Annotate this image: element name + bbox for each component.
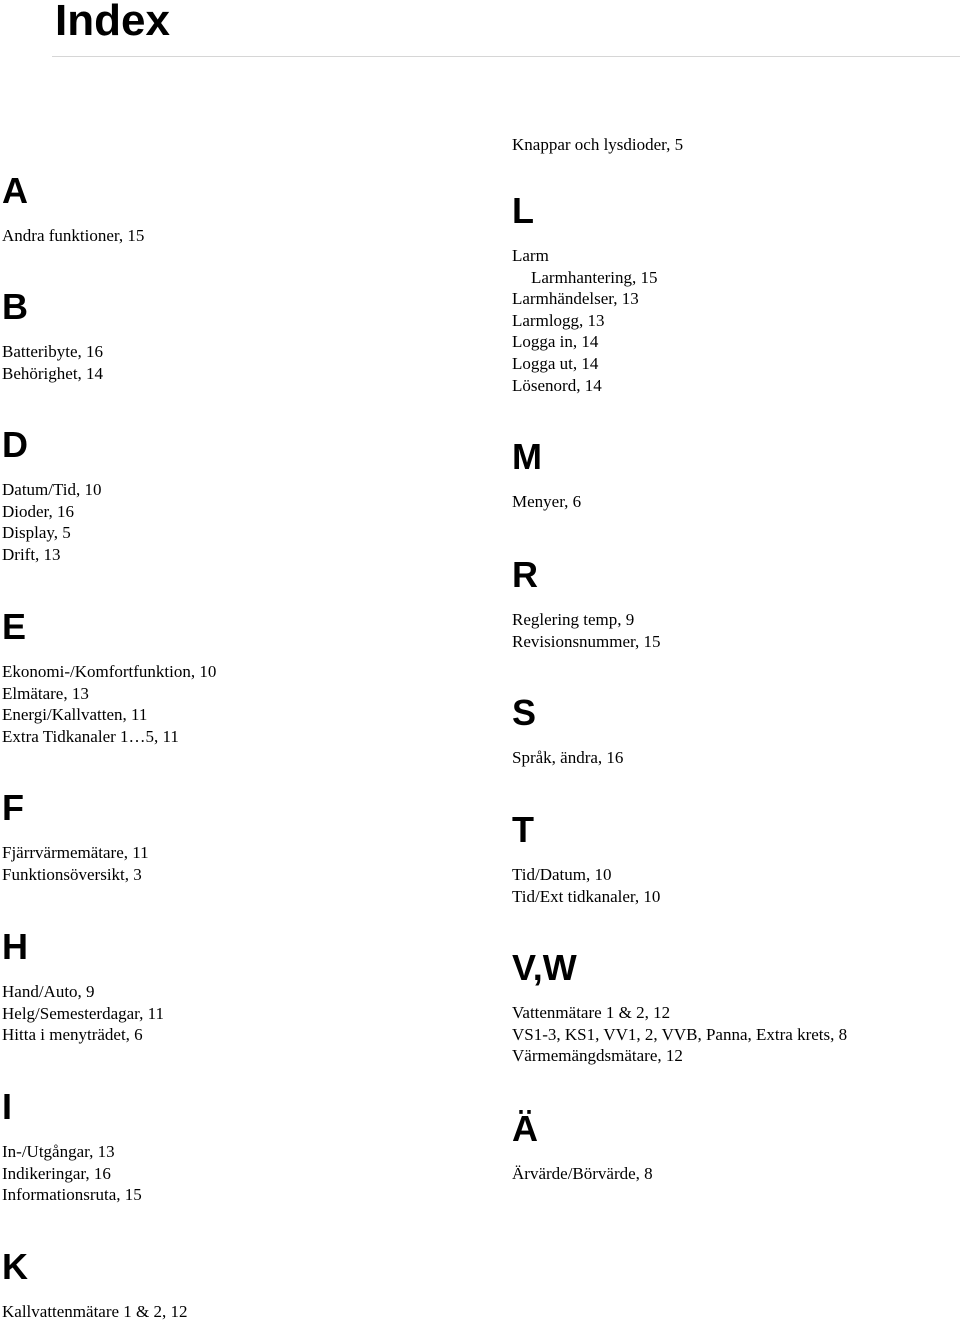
index-entry: Extra Tidkanaler 1…5, 11 bbox=[2, 726, 179, 746]
index-entry: VS1-3, KS1, VV1, 2, VVB, Panna, Extra krets, 8 bbox=[512, 1024, 848, 1044]
index-section-l bbox=[512, 191, 960, 396]
section-letter: D bbox=[2, 424, 28, 465]
index-section-r bbox=[512, 555, 960, 652]
index-entry: Språk, ändra, 16 bbox=[512, 748, 624, 767]
index-entry: Tid/Datum, 10 bbox=[512, 865, 612, 884]
index-entry: Larmlogg, 13 bbox=[512, 310, 605, 330]
section-letter: A bbox=[2, 170, 28, 211]
section-letter: K bbox=[2, 1246, 28, 1287]
index-entry: Logga in, 14 bbox=[512, 332, 599, 352]
index-entry: Dioder, 16 bbox=[2, 501, 75, 521]
index-entry: Larmhändelser, 13 bbox=[512, 289, 639, 309]
index-entry: Revisionsnummer, 15 bbox=[512, 631, 661, 651]
section-letter: M bbox=[512, 436, 542, 477]
index-entry: Fjärrvärmemätare, 11 bbox=[2, 843, 149, 862]
index-section-m bbox=[512, 437, 960, 513]
section-letter: V,W bbox=[512, 947, 577, 988]
index-section-d bbox=[2, 425, 452, 565]
index-entry: Hitta i menyträdet, 6 bbox=[2, 1025, 143, 1045]
index-section-i bbox=[2, 1087, 452, 1206]
index-entry: Logga ut, 14 bbox=[512, 353, 599, 373]
index-entry: Vattenmätare 1 & 2, 12 bbox=[512, 1003, 671, 1022]
index-section-e bbox=[2, 607, 452, 747]
index-entry: Helg/Semesterdagar, 11 bbox=[2, 1003, 165, 1023]
section-letter: Ä bbox=[512, 1108, 538, 1149]
index-entry: Datum/Tid, 10 bbox=[2, 480, 102, 499]
section-letter: L bbox=[512, 190, 534, 231]
index-section-a-ring bbox=[512, 1109, 960, 1185]
index-section-b bbox=[2, 287, 452, 384]
section-letter: F bbox=[2, 787, 24, 828]
index-entry: Informationsruta, 15 bbox=[2, 1185, 142, 1205]
index-entry: Drift, 13 bbox=[2, 544, 61, 564]
index-entry: Indikeringar, 16 bbox=[2, 1163, 111, 1183]
index-entry: Ekonomi-/Komfortfunktion, 10 bbox=[2, 662, 217, 681]
index-subentry: Larmhantering, 15 bbox=[531, 267, 658, 287]
section-letter: H bbox=[2, 926, 28, 967]
section-letter: I bbox=[2, 1086, 13, 1127]
index-section-h bbox=[2, 927, 452, 1046]
index-entry: Ärvärde/Börvärde, 8 bbox=[512, 1164, 653, 1183]
index-section-f bbox=[2, 788, 452, 885]
index-entry: Behörighet, 14 bbox=[2, 363, 104, 383]
index-entry: In-/Utgångar, 13 bbox=[2, 1142, 115, 1161]
section-letter: E bbox=[2, 606, 27, 647]
page-title: Index bbox=[55, 0, 170, 45]
index-section-k bbox=[2, 1247, 452, 1323]
index-entry: Kallvattenmätare 1 & 2, 12 bbox=[2, 1302, 188, 1321]
index-entry: Display, 5 bbox=[2, 523, 71, 543]
title-divider bbox=[52, 56, 960, 57]
section-letter: S bbox=[512, 692, 537, 733]
index-section-s bbox=[512, 693, 960, 769]
index-entry: Funktionsöversikt, 3 bbox=[2, 864, 142, 884]
index-section-vw bbox=[512, 948, 960, 1067]
index-entry: Larm bbox=[512, 246, 549, 265]
index-entry: Tid/Ext tidkanaler, 10 bbox=[512, 886, 661, 906]
section-letter: B bbox=[2, 286, 28, 327]
index-entry: Batteribyte, 16 bbox=[2, 342, 104, 361]
index-entry: Menyer, 6 bbox=[512, 492, 582, 511]
index-entry: Reglering temp, 9 bbox=[512, 610, 635, 629]
index-section-t bbox=[512, 810, 960, 907]
index-entry: Lösenord, 14 bbox=[512, 375, 602, 395]
section-letter: T bbox=[512, 809, 534, 850]
section-letter: R bbox=[512, 554, 538, 595]
index-entry: Värmemängdsmätare, 12 bbox=[512, 1046, 683, 1066]
index-entry: Elmätare, 13 bbox=[2, 683, 89, 703]
index-entry: Andra funktioner, 15 bbox=[2, 226, 145, 245]
index-section-a bbox=[2, 171, 452, 247]
index-entry: Hand/Auto, 9 bbox=[2, 982, 95, 1001]
index-entry: Energi/Kallvatten, 11 bbox=[2, 705, 148, 725]
index-entry-continued: Knappar och lysdioder, 5 bbox=[512, 135, 684, 154]
